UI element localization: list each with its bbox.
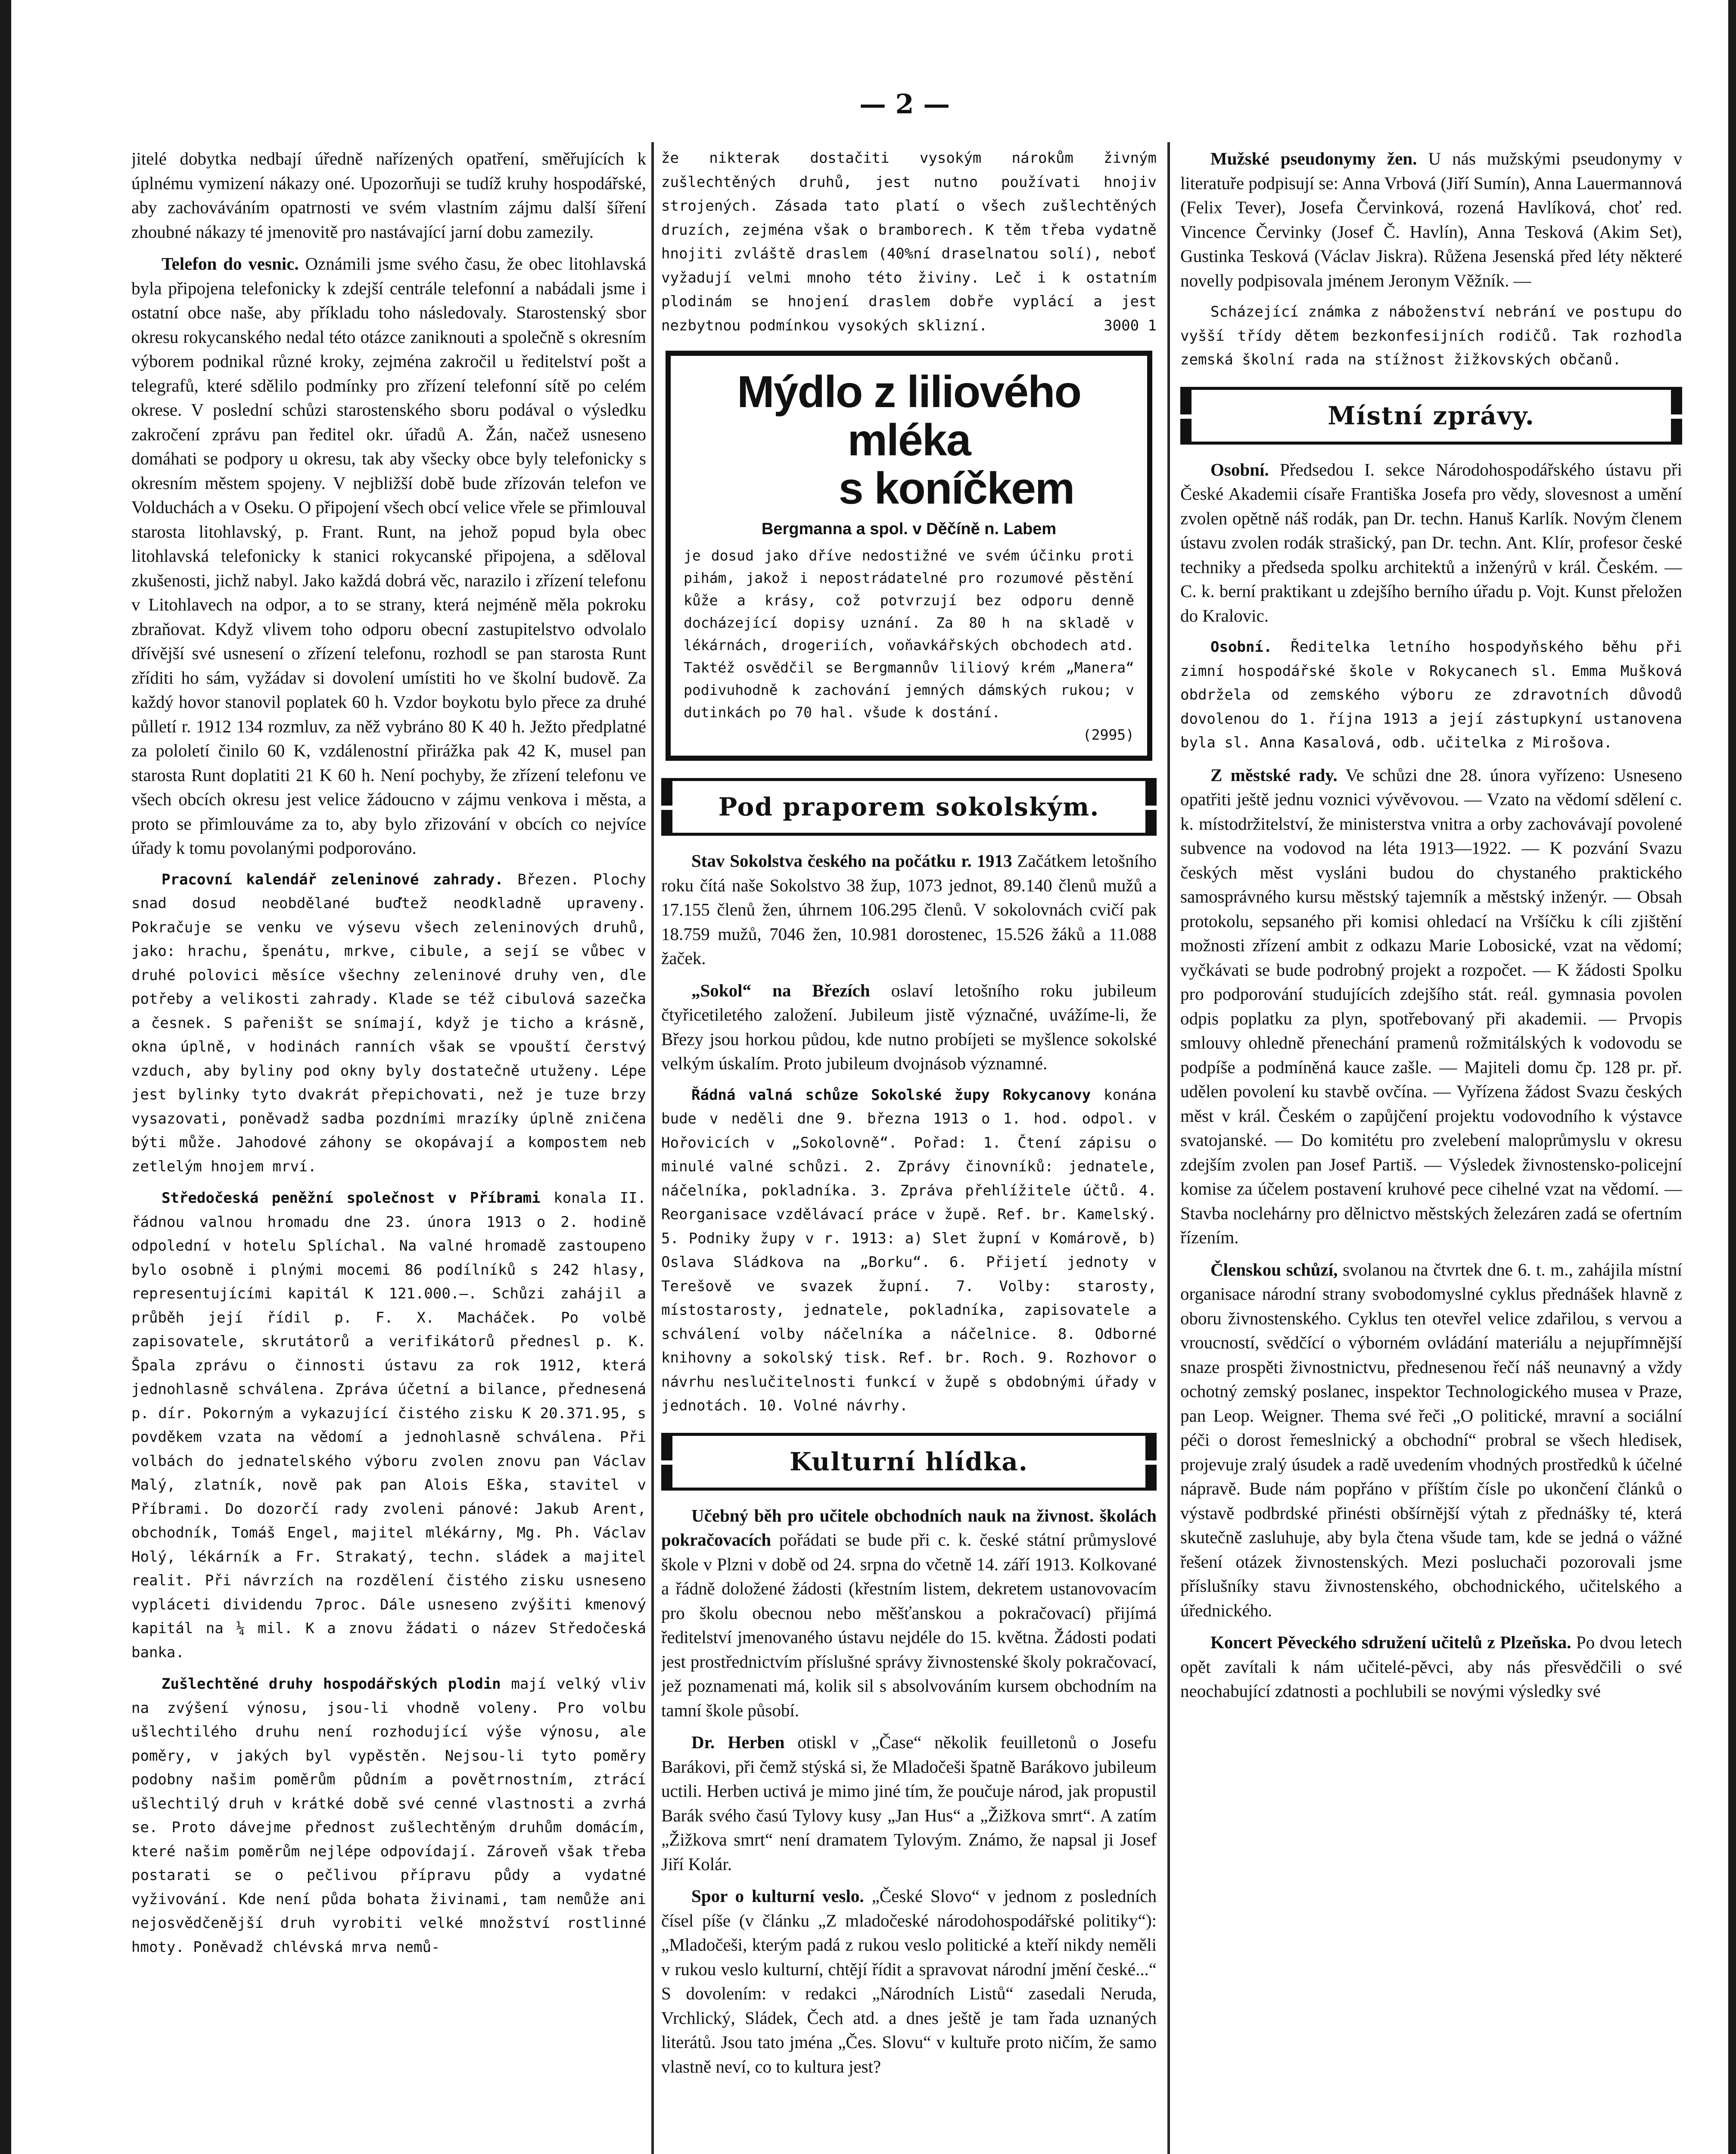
article-koncert: Koncert Pěveckého sdružení učitelů z Plzeňska. Po dvou letech opět zavítali k nám učitelé-pěvci, aby nás přesvědčili o své neochabující zdatnosti a pochlubili se novými výsledky své xyxy=(1180,1632,1682,1701)
ad-title-line-1: Mýdlo z liliového mléka xyxy=(737,367,1081,465)
section-header-sokol xyxy=(661,778,1157,836)
article-pracovni-kalendar: Pracovní kalendář zeleninové zahrady. Březen. Plochy snad dosud neobdělané buďtež neodkladně upraveny. Pokračuje se venku ve výsevu všech zeleninových druhů, jako: hrachu, špenátu, mrkve, cibule, a sejí se vůbec v druhé polovici měsíce všechny zeleninové druhy ven, dle potřeby a velikosti zahrady. Klade se též cibulová sazečka a česnek. S pařeništ se snímají, když je ticho a krásně, okna úplně, v hodinách ranních však se vpouští čerstvý vzduch, aby byliny pod okny byly dostatečně utuženy. Lépe jest bylinky tyto dvakrát přepichovati, než je tuze brzy vysazovati, poněvadž sadba pozdními mrazíky úplně zničena býti může. Jahodové záhony se okopávají a kompostem neb zetlelým hnojem mrví. xyxy=(131,871,646,1175)
article-spor-veslo: Spor o kulturní veslo. „České Slovo“ v jednom z posledních čísel píše (v článku „Z mladočeské národohospodářské politiky“): „Mladočeši, kterým padá z rukou veslo politické a kteří nikdy neměli v rukou veslo kulturní, chtějí řídit a spravovat národní jmění české...“ S dovolením: v redakci „Národních Listů“ zasedali Neruda, Vrchlický, Sládek, Čech atd. a dnes ještě je tam řada uznaných literátů. Jsou tato jména „Čes. Slovu“ v kultuře proto ničím, že samo vlastně neví, co to kultura jest? xyxy=(661,1886,1157,2076)
article-sokol-brezy: „Sokol“ na Březích oslaví letošního roku jubileum čtyřicetiletého založení. Jubileum jistě význačné, uvážíme-li, že Březy jsou horkou půdou, kde nutno probíjeti se myšlence sokolské velkým úskalím. Proto jubileum dvojnásob významné. xyxy=(661,980,1157,1073)
page-top-margin xyxy=(0,0,1736,90)
article-ucebny-beh: Učebný běh pro učitele obchodních nauk na živnost. školách pokračovacích pořádati se bude při c. k. české státní průmyslové škole v Plzni v době od 24. srpna do včetně 14. září 1913. Kolkované a řádně doložené žádosti (křestním listem, dekretem ustanovovacím pro školu obecnou nebo měšťanskou a pokračovací) přijímá ředitelství jmenovaného ústavu nejdéle do 15. května. Žádosti podati jest prostřednictvím příslušné správy živnostenské školy pokračovací, jež poznamenati má, kolik sil s absolvováním kursem obchodním na tamní škole působí. xyxy=(661,1505,1157,1720)
column-rule-2 xyxy=(1167,142,1170,2154)
section-ornament xyxy=(1145,1433,1157,1491)
article-heading: Středočeská peněžní společnost v Příbrami xyxy=(162,1189,541,1207)
article-heading: Členskou schůzí, xyxy=(1210,1259,1338,1279)
article-heading: Spor o kulturní veslo. xyxy=(691,1886,864,1906)
article-zuslechtene-druhy: Zušlechtěné druhy hospodářských plodin mají velký vliv na zvýšení výnosu, jsou-li vhodně voleny. Pro volbu ušlechtilého druhu není rozhodující výše výnosu, ale poměry, v jakých byl vypěstěn. Nejsou-li tyto poměry podobny našim poměrům půdním a povětrnostním, ztrácí ušlechtilý druh v krátké době své cenné vlastnosti a zvrhá se. Proto dávejme přednost zušlechtěným druhům domácím, které našim poměrům nejlépe odpovídají. Zároveň však třeba postarati se o pečlivou přípravu půdy a vydatné vyživování. Kde není půda bohata živinami, tam nemůže ani nejosvědčenější druh vyrobiti velké množství rostlinné hmoty. Poněvadž chlévská mrva nemů- xyxy=(131,1675,646,1956)
section-header-mistni xyxy=(1180,387,1682,445)
section-ornament xyxy=(1180,387,1192,445)
article-heading: Stav Sokolstva českého na počátku r. 1913 xyxy=(691,851,1012,871)
article-mestska-rada: Z městské rady. Ve schůzi dne 28. února vyřízeno: Usneseno opatřiti ještě jednu voznici vývěvovou. — Vzato na vědomí sdělení c. k. místodržitelství, že ministerstva vnitra a orby zachovávají povolené subvence na vodovod na léta 1913—1922. — K pozvání Svazu českých měst vysláni budou do chystaného praktického samosprávného kursu městský tajemník a městský inženýr. — Obsah protokolu, sepsaného při komisi ohledací na Vršíčku k cíli zjištění možnosti zřízení ambit z odkazu Marie Lobosické, vzat na vědomí; vyčkávati se bude podrobný projekt a rozpočet. — K žádosti Spolku pro podporování studujících zdejšího stát. reál. gymnasia povolen odpis poplatku za plyn, spotřebovaný při akademii. — Prvopis smlouvy ohledně přenechání pramenů rožmitálských k vodovodu se podpíše a podmíněná kauce zašle. — Majiteli domu čp. 128 pr. př. udělen povolení ku stavbě ovčína. — Vyřízena žádost Svazu českých měst v král. Českém o zapůjčení projektu vodovodního k výstavce svatojanské. — Do komitétu pro zvelebení maloprůmyslu v okresu zdejším zvolen pan Josef Partiš. — Výsledek živnostensko-policejní komise za účelem postavení kruhové pece cihelné vzat na vědomí. — Stavba noclehárny pro dělnictvo městských železáren zadá se ofertním řízením. xyxy=(1180,765,1682,1247)
page-number: — 2 — xyxy=(859,88,950,120)
ad-body: je dosud jako dříve nedostižné ve svém účinku proti pihám, jakož i nepostrádatelné pro rozumové pěstění kůže a krásy, což potvrzují bez odporu denně docházející dopisy uznání. Za 80 h na skladě v lékárnách, drogeriích, voňavkářských obchodech atd. Taktéž osvědčil se Bergmannův liliový krém „Manera“ podivuhodně k zachování jemných dámských rukou; v dutinkách po 70 hal. všude k dostání. xyxy=(684,547,1134,721)
column-middle xyxy=(661,146,1157,2154)
ad-reference: (2995) xyxy=(1083,726,1134,743)
article-telefon: Telefon do vesnic. Oznámili jsme svého času, že obec litohlavská byla připojena telefonicky k zdejší centrále telefonní a nabádali jsme i ostatní obce naše, aby příkladu toho následovaly. Starostenský sbor okresu rokycanského nedal této otázce zaniknouti a společně s okresním výborem podnikal různé kroky, zejména zakročil u ředitelství pošt a telegrafů, které sdělilo podmínky pro zřízení telefonní sítě po celém okrese. V poslední schůzi starostenského sboru podával o výsledku zakročení zprávu pan ředitel okr. úřadů A. Žán, načež usneseno domáhati se podpory u okresu, tak aby všecky obce byly telefonicky s okresním městem spojeny. V nejbližší době bude zřízován telefon ve Volduchách a v Oseku. O připojení všech obcí velice vřele se přimlouval starosta litohlavský, p. Frant. Runt, na jehož popud byla obec litohlavská telefonicky k stanici rokycanské připojena, a sděloval zkušenosti, jichž nabyl. Jako každá dobrá věc, narazilo i zřízení telefonu v Litohlavech na odpor, a to se strany, která nejméně měla pokroku zbraňovat. Když vlivem toho odporu obecní zastupitelstvo odvolalo dřívější své usnesení o zřízení telefonu, rozhodl se pan starosta Runt zříditi ho sám, vyžádav si dovolení umístiti ho ve školní budově. Za každý hovor stanovil poplatek 60 h. Vzdor boykotu bylo přece za druhé půlletí r. 1912 134 rozmluv, za něž vybráno 80 K 40 h. Ježto předplatné za pololetí činilo 60 K, vzdálenostní přirážka pak 42 K, musel pan starosta Runt doplatiti 21 K 60 h. Není pochyby, že zřízení telefonu ve všech obcích okresu jest velice žádoucno v zájmu venkova i města, a proto se přimlouváme za to, aby bylo zřizování v obcích co nejvíce úřady k tomu povolanými podporováno. xyxy=(131,254,646,858)
section-header-kultura xyxy=(661,1433,1157,1491)
article-osobni-2: Osobní. Ředitelka letního hospodyňského běhu při zimní hospodářské škole v Rokycanech sl. Emma Mušková obdržela od zemského výboru ze zdravotních důvodů dovolenou do 1. října 1913 a její zástupkyní ustanovena byla sl. Anna Kasalová, odb. učitelka z Mirošova. xyxy=(1180,638,1682,751)
article-heading: Řádná valná schůze Sokolské župy Rokycanovy xyxy=(691,1086,1091,1104)
article-heading: Mužské pseudonymy žen. xyxy=(1210,149,1417,168)
advertisement-lily-soap xyxy=(666,351,1152,761)
article-penezni-spolecnost: Středočeská peněžní společnost v Příbrami konala II. řádnou valnou hromadu dne 23. února 1913 o 2. hodině odpolední v hotelu Splíchal. Na valné hromadě zastoupeno bylo osobně i plnými mocemi 86 podílníků s 242 hlasy, representujícími kapitál K 121.000.—. Schůzi zahájil a průběh její řídil p. F. X. Macháček. Po volbě zapisovatele, skrutátorů a verifikátorů přednesl p. K. Špala zprávu o činnosti ústavu za rok 1912, která jednohlasně schválena. Zpráva účetní a bilance, přednesená p. dír. Pokorným a vykazující čistého zisku K 20.371.95, s povděkem vzata na vědomí a jednohlasně schválena. Při volbách do jednatelského výboru zvolen znovu pan Václav Malý, zlatník, nově pak pan Alois Eška, stavitel v Příbrami. Do dozorčí rady zvoleni pánové: Jakub Arent, obchodník, Tomáš Engel, majitel mlékárny, Mg. Ph. Václav Holý, lékárník a Fr. Strakatý, techn. sládek a majitel realit. Při návrzích na rozdělení čistého zisku usneseno vypláceti dividendu 7proc. Dále usneseno zvýšiti kmenový kapitál na ¼ mil. K a znovu žádati o název Středočeská banka. xyxy=(131,1189,646,1661)
article-pseudonymy: Mužské pseudonymy žen. U nás mužskými pseudonymy v literatuře podpisují se: Anna Vrbová (Jiří Sumín), Anna Lauermannová (Felix Tever), Josefa Červinková, rozená Havlíková, choť red. Vincence Červinky (Josef Č. Havlín), Anna Tesková (Akim Set), Gustinka Tesková (Václav Jiskra). Růžena Jesenská před léty některé novelly podpisovala jménem Jeronym Věžník. — xyxy=(1180,149,1682,290)
ad-title-line-2: s koníčkem xyxy=(838,464,1074,514)
ad-firm: Bergmanna a spol. v Děčíně n. Labem xyxy=(761,520,1057,538)
article-valna-schuze: Řádná valná schůze Sokolské župy Rokycanovy konána bude v neděli dne 9. března 1913 o 1. hod. odpol. v Hořovicích v „Sokolovně“. Pořad: 1. Čtení zápisu o minulé valné schůzi. 2. Zprávy činovníků: jednatele, náčelníka, pokladníka. 3. Zpráva přehlížitele účtů. 4. Reorganisace vzdělávací práce v župě. Ref. br. Kamelský. 5. Podniky župy v r. 1913: a) Slet župní v Komárově, b) Oslava Sládkova na „Borku“. 6. Přijetí jednoty v Terešově ve svazek župní. 7. Volby: starosty, místostarosty, jednatele, pokladníka, zapisovatele a schválení volby náčelníka a náčelnice. 8. Odborné knihovny a sokolský tisk. Ref. br. Roch. 9. Rozhovor o návrhu neslučitelnosti funkcí v župě s obdobnými úřady v jednotách. 10. Volné návrhy. xyxy=(661,1086,1157,1414)
section-ornament xyxy=(1671,387,1682,445)
article-heading: Z městské rady. xyxy=(1210,765,1338,785)
left-page-edge xyxy=(0,0,11,2154)
article-heading: Koncert Pěveckého sdružení učitelů z Plzeňska. xyxy=(1210,1632,1571,1652)
article-heading: Osobní. xyxy=(1210,459,1269,479)
article-heading: Dr. Herben xyxy=(691,1732,785,1752)
article-heading: Zušlechtěné druhy hospodářských plodin xyxy=(162,1675,501,1693)
reference-code: 3000 1 xyxy=(1104,317,1157,334)
column-left xyxy=(131,146,646,2154)
article-heading: „Sokol“ na Březích xyxy=(691,980,870,1000)
article-heading: Osobní. xyxy=(1210,638,1272,656)
article-osobni: Osobní. Předsedou I. sekce Národohospodářského ústavu při České Akademii císaře Františka Josefa pro vědy, slovesnost a umění zvolen opětně náš rodák, pan Dr. techn. Hanuš Karlík. Novým členem ústavu zvolen rodák strašický, pan Dr. techn. Ant. Klír, profesor české techniky a předseda spolku architektů a inženýrů v král. Českém. — C. k. berní praktikant u zdejšího berního úřadu p. Vojt. Kunst přeložen do Kralovic. xyxy=(1180,459,1682,626)
article-clenska-schuze: Členskou schůzí, svolanou na čtvrtek dne 6. t. m., zahájila místní organisace národní strany svobodomyslné cyklus přednášek hlavně z oboru živnostenského. Cyklus ten otevřel velice zdařilou, s vervou a vroucností, svědčící o výborném ovládání materiálu a nejupřímnější snaze prospěti živnostnictvu, přednesenou řečí náš neunavný a vždy ochotný zemský poslanec, inspektor Technologického musea v Praze, pan Leop. Weigner. Thema své řeči „O politické, mravní a sociální péči o dorost řemeslnický a obchodní“ probral se všech hledisek, projevuje zralý úsudek a radě uvedením vhodných prostředků k účelné nápravě. Bude nám popřáno v příštím čísle po ukončení článků o výstavě podbrdské přinésti obšírnější výtah z přednášky té, která skutečně zasluhuje, aby byla čtena všude tam, kde se jedná o vážné řešení otázek živnostenských. Mezi posluchači pozorovali jsme příslušníky stavu živnostenského, obchodnického, učitelského a úřednického. xyxy=(1180,1259,1682,1620)
section-ornament xyxy=(1145,778,1157,836)
right-page-edge xyxy=(1728,0,1736,2154)
column-right xyxy=(1180,146,1682,2154)
section-title: Kulturní hlídka. xyxy=(790,1447,1028,1476)
article-heading: Pracovní kalendář zeleninové zahrady. xyxy=(162,871,504,888)
section-title: Pod praporem sokolským. xyxy=(718,792,1100,822)
section-title: Místní zprávy. xyxy=(1328,401,1535,430)
article-stav-sokolstva: Stav Sokolstva českého na počátku r. 1913 Začátkem letošního roku čítá naše Sokolstvo 38 žup, 1073 jednot, 89.140 členů mužů a 17.155 členů žen, úhrnem 106.295 členů. V sokolovnách cvičí pak 18.759 mužů, 7046 žen, 10.981 dorostenec, 15.526 žáků a 11.088 žaček. xyxy=(661,851,1157,968)
article-heading: Učebný běh pro učitele obchodních nauk na živnost. školách pokračovacích xyxy=(661,1505,1157,1550)
article-heading: Telefon do vesnic. xyxy=(162,254,299,274)
article-continuation: že nikterak dostačiti vysokým nárokům živným zušlechtěných druhů, jest nutno používati hnojiv strojených. Zásada tato platí o všech zušlechtěných druzích, zejména však o bramborech. K těm třeba vydatně hnojiti zvláště draslem (40%ní draselnatou solí), neboť vyžadují velmi mnoho této živiny. Leč i k ostatním plodinám se hnojení draslem dobře vyplácí a jest nezbytnou podmínkou vysokých sklizní. 3000 1 xyxy=(661,146,1157,338)
section-ornament xyxy=(661,778,672,836)
article-continuation: jitelé dobytka nedbají úředně nařízených opatření, směřujících k úplnému vymizení nákazy oné. Upozorňuji se tudíž kruhy hospodářské, aby zachováváním opatrnosti ve svém vlastním zájmu další šíření zhoubné nákazy té jmenovitě pro nastávající jarní dobu zamezily. xyxy=(131,149,646,242)
section-ornament xyxy=(661,1433,672,1491)
article-znamka: Scházející známka z náboženství nebrání ve postupu do vyšší třídy dětem bezkonfesijních rodičů. Tak rozhodla zemská školní rada na stížnost žižkovských občanů. xyxy=(1180,303,1682,368)
column-rule-1 xyxy=(651,142,654,2154)
article-herben: Dr. Herben otiskl v „Čase“ několik feuilletonů o Josefu Barákovi, při čemž stýská si, že Mladočeši špatně Barákovo jubileum uctili. Herben uctivá je mimo jiné tím, že poučuje národ, jak propustil Barák svého časú Tylovy kusy „Jan Hus“ a „Žižkova smrt“. A zatím „Žižkova smrt“ není dramatem Tylovým. Známo, že napsal ji Josef Jiří Kolár. xyxy=(661,1732,1157,1874)
